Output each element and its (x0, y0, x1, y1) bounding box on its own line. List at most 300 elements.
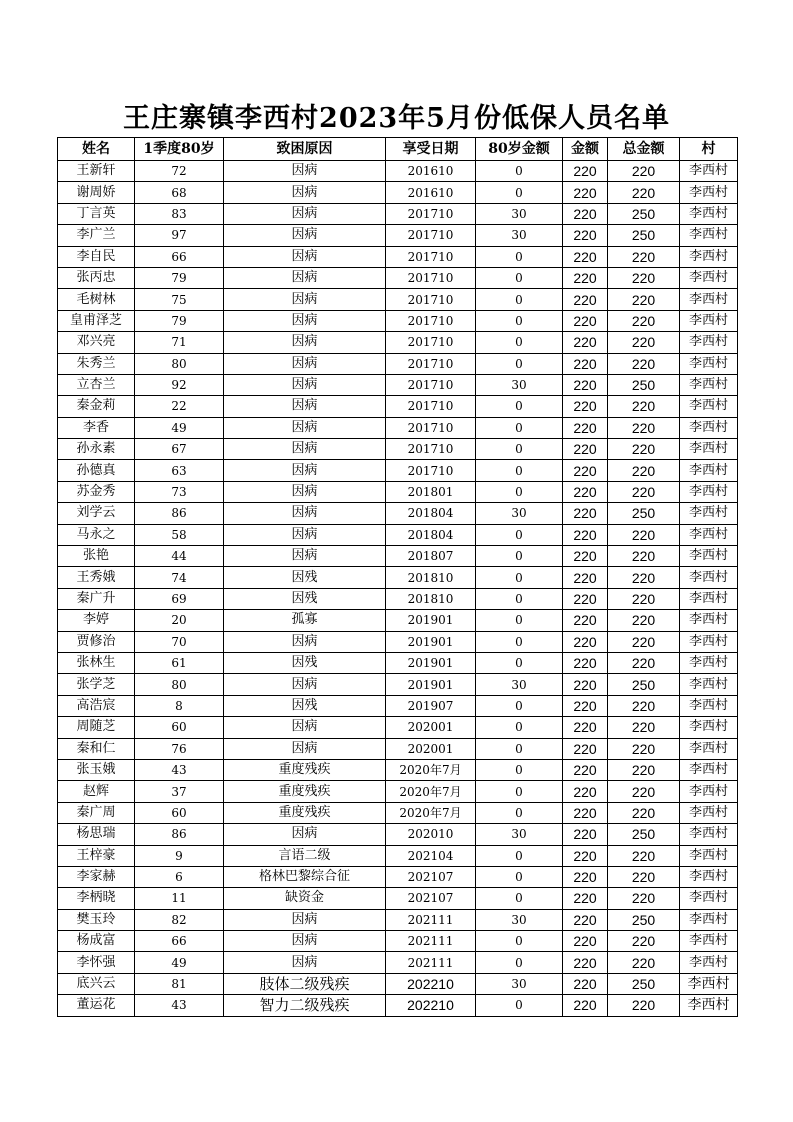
cell-extra-amount: 0 (476, 289, 563, 310)
cell-amount: 220 (563, 567, 608, 588)
cell-date: 202104 (386, 845, 476, 866)
cell-age: 37 (135, 781, 224, 802)
cell-date: 201710 (386, 353, 476, 374)
cell-extra-amount: 30 (476, 225, 563, 246)
cell-date: 2020年7月 (386, 781, 476, 802)
cell-name: 李婷 (58, 610, 135, 631)
cell-total: 220 (608, 332, 680, 353)
cell-reason: 重度残疾 (224, 781, 386, 802)
cell-name: 朱秀兰 (58, 353, 135, 374)
cell-extra-amount: 0 (476, 738, 563, 759)
cell-total: 220 (608, 460, 680, 481)
cell-amount: 220 (563, 781, 608, 802)
cell-extra-amount: 30 (476, 203, 563, 224)
cell-age: 68 (135, 182, 224, 203)
table-row (58, 866, 738, 887)
cell-extra-amount: 0 (476, 588, 563, 609)
cell-date: 201710 (386, 374, 476, 395)
table-row (58, 781, 738, 802)
table-row (58, 460, 738, 481)
cell-total: 220 (608, 588, 680, 609)
cell-age: 49 (135, 952, 224, 973)
cell-village: 李西村 (680, 824, 738, 845)
cell-date: 202210 (386, 995, 476, 1016)
cell-amount: 220 (563, 802, 608, 823)
cell-extra-amount: 30 (476, 503, 563, 524)
cell-extra-amount: 0 (476, 995, 563, 1016)
cell-date: 201710 (386, 289, 476, 310)
header-date: 享受日期 (386, 138, 476, 161)
cell-total: 250 (608, 503, 680, 524)
cell-village: 李西村 (680, 332, 738, 353)
cell-reason: 智力二级残疾 (224, 995, 386, 1016)
cell-reason: 因病 (224, 481, 386, 502)
cell-village: 李西村 (680, 481, 738, 502)
cell-village: 李西村 (680, 310, 738, 331)
cell-reason: 因病 (224, 738, 386, 759)
table-row (58, 888, 738, 909)
cell-total: 220 (608, 866, 680, 887)
cell-age: 69 (135, 588, 224, 609)
cell-extra-amount: 0 (476, 631, 563, 652)
cell-age: 72 (135, 161, 224, 182)
cell-reason: 重度残疾 (224, 802, 386, 823)
cell-total: 220 (608, 267, 680, 288)
cell-total: 220 (608, 952, 680, 973)
cell-date: 202107 (386, 888, 476, 909)
cell-name: 孙德真 (58, 460, 135, 481)
table-row (58, 182, 738, 203)
cell-total: 220 (608, 417, 680, 438)
cell-amount: 220 (563, 717, 608, 738)
cell-date: 201710 (386, 439, 476, 460)
cell-amount: 220 (563, 546, 608, 567)
table-row (58, 246, 738, 267)
cell-village: 李西村 (680, 460, 738, 481)
cell-extra-amount: 0 (476, 717, 563, 738)
cell-age: 97 (135, 225, 224, 246)
cell-extra-amount: 0 (476, 353, 563, 374)
cell-age: 92 (135, 374, 224, 395)
cell-age: 44 (135, 546, 224, 567)
cell-age: 49 (135, 417, 224, 438)
cell-reason: 重度残疾 (224, 759, 386, 780)
cell-total: 220 (608, 546, 680, 567)
cell-village: 李西村 (680, 845, 738, 866)
cell-amount: 220 (563, 182, 608, 203)
cell-name: 马永之 (58, 524, 135, 545)
cell-reason: 因病 (224, 161, 386, 182)
cell-name: 杨思瑞 (58, 824, 135, 845)
cell-extra-amount: 0 (476, 888, 563, 909)
cell-reason: 因病 (224, 310, 386, 331)
cell-total: 220 (608, 246, 680, 267)
cell-total: 220 (608, 631, 680, 652)
cell-village: 李西村 (680, 203, 738, 224)
cell-village: 李西村 (680, 374, 738, 395)
cell-reason: 因病 (224, 225, 386, 246)
cell-amount: 220 (563, 460, 608, 481)
cell-name: 王秀娥 (58, 567, 135, 588)
cell-name: 李广兰 (58, 225, 135, 246)
table-row (58, 332, 738, 353)
cell-name: 底兴云 (58, 973, 135, 994)
cell-date: 201804 (386, 503, 476, 524)
cell-total: 250 (608, 225, 680, 246)
cell-total: 220 (608, 439, 680, 460)
cell-extra-amount: 0 (476, 246, 563, 267)
cell-reason: 因病 (224, 909, 386, 930)
cell-date: 201710 (386, 460, 476, 481)
cell-age: 61 (135, 652, 224, 673)
cell-village: 李西村 (680, 695, 738, 716)
table-row (58, 909, 738, 930)
cell-age: 80 (135, 353, 224, 374)
cell-total: 250 (608, 374, 680, 395)
cell-village: 李西村 (680, 866, 738, 887)
cell-name: 张学芝 (58, 674, 135, 695)
cell-extra-amount: 0 (476, 952, 563, 973)
cell-reason: 因病 (224, 417, 386, 438)
cell-reason: 因病 (224, 182, 386, 203)
table-row (58, 374, 738, 395)
cell-total: 220 (608, 161, 680, 182)
cell-date: 201610 (386, 182, 476, 203)
table-row (58, 631, 738, 652)
cell-amount: 220 (563, 931, 608, 952)
cell-village: 李西村 (680, 631, 738, 652)
cell-name: 秦广升 (58, 588, 135, 609)
cell-reason: 因残 (224, 567, 386, 588)
cell-amount: 220 (563, 353, 608, 374)
cell-village: 李西村 (680, 759, 738, 780)
table-row (58, 995, 738, 1016)
cell-extra-amount: 0 (476, 567, 563, 588)
cell-age: 74 (135, 567, 224, 588)
header-total: 总金额 (608, 138, 680, 161)
cell-amount: 220 (563, 695, 608, 716)
cell-reason: 因病 (224, 353, 386, 374)
cell-name: 张林生 (58, 652, 135, 673)
table-row (58, 738, 738, 759)
cell-name: 刘学云 (58, 503, 135, 524)
cell-name: 李怀强 (58, 952, 135, 973)
cell-amount: 220 (563, 824, 608, 845)
cell-date: 202001 (386, 738, 476, 759)
cell-extra-amount: 0 (476, 161, 563, 182)
cell-village: 李西村 (680, 182, 738, 203)
cell-total: 220 (608, 717, 680, 738)
header-age: 1季度80岁 (135, 138, 224, 161)
cell-name: 王梓豪 (58, 845, 135, 866)
cell-total: 220 (608, 995, 680, 1016)
cell-reason: 因病 (224, 203, 386, 224)
cell-village: 李西村 (680, 588, 738, 609)
cell-amount: 220 (563, 332, 608, 353)
cell-amount: 220 (563, 417, 608, 438)
table-row (58, 396, 738, 417)
cell-extra-amount: 0 (476, 481, 563, 502)
cell-extra-amount: 0 (476, 460, 563, 481)
cell-reason: 孤寡 (224, 610, 386, 631)
cell-reason: 因病 (224, 952, 386, 973)
cell-age: 86 (135, 824, 224, 845)
cell-name: 张艳 (58, 546, 135, 567)
cell-name: 秦金莉 (58, 396, 135, 417)
cell-date: 201807 (386, 546, 476, 567)
cell-total: 250 (608, 203, 680, 224)
cell-village: 李西村 (680, 417, 738, 438)
header-village: 村 (680, 138, 738, 161)
cell-amount: 220 (563, 588, 608, 609)
cell-date: 201710 (386, 225, 476, 246)
cell-name: 皇甫泽芝 (58, 310, 135, 331)
cell-age: 8 (135, 695, 224, 716)
cell-name: 高浩宸 (58, 695, 135, 716)
cell-total: 220 (608, 481, 680, 502)
cell-name: 董运花 (58, 995, 135, 1016)
cell-date: 202111 (386, 952, 476, 973)
cell-name: 毛树林 (58, 289, 135, 310)
header-reason: 致困原因 (224, 138, 386, 161)
cell-name: 李柄晓 (58, 888, 135, 909)
cell-amount: 220 (563, 674, 608, 695)
cell-age: 67 (135, 439, 224, 460)
cell-name: 李家赫 (58, 866, 135, 887)
table-row (58, 717, 738, 738)
cell-date: 201610 (386, 161, 476, 182)
cell-age: 79 (135, 310, 224, 331)
cell-name: 立杏兰 (58, 374, 135, 395)
cell-reason: 言语二级 (224, 845, 386, 866)
cell-name: 孙永素 (58, 439, 135, 460)
cell-date: 201710 (386, 310, 476, 331)
header-amount: 金额 (563, 138, 608, 161)
cell-extra-amount: 0 (476, 781, 563, 802)
cell-reason: 因病 (224, 631, 386, 652)
table-row (58, 845, 738, 866)
cell-age: 82 (135, 909, 224, 930)
table-row (58, 759, 738, 780)
cell-date: 202111 (386, 909, 476, 930)
cell-name: 贾修治 (58, 631, 135, 652)
cell-total: 250 (608, 674, 680, 695)
cell-age: 43 (135, 995, 224, 1016)
cell-village: 李西村 (680, 909, 738, 930)
cell-reason: 因病 (224, 524, 386, 545)
cell-village: 李西村 (680, 717, 738, 738)
cell-amount: 220 (563, 310, 608, 331)
cell-date: 201901 (386, 674, 476, 695)
cell-reason: 因残 (224, 652, 386, 673)
page-title: 王庄寨镇李西村2023年5月份低保人员名单 (123, 103, 670, 134)
cell-age: 73 (135, 481, 224, 502)
cell-age: 79 (135, 267, 224, 288)
cell-total: 220 (608, 289, 680, 310)
cell-amount: 220 (563, 246, 608, 267)
header-name: 姓名 (58, 138, 135, 161)
cell-name: 秦广周 (58, 802, 135, 823)
cell-amount: 220 (563, 481, 608, 502)
subsidy-table (57, 137, 738, 1017)
cell-date: 2020年7月 (386, 802, 476, 823)
cell-amount: 220 (563, 952, 608, 973)
cell-name: 赵辉 (58, 781, 135, 802)
cell-reason: 因病 (224, 374, 386, 395)
cell-name: 丁言英 (58, 203, 135, 224)
cell-village: 李西村 (680, 995, 738, 1016)
cell-reason: 因残 (224, 588, 386, 609)
cell-reason: 因病 (224, 546, 386, 567)
cell-amount: 220 (563, 503, 608, 524)
cell-date: 201810 (386, 567, 476, 588)
cell-amount: 220 (563, 973, 608, 994)
table-row (58, 439, 738, 460)
cell-extra-amount: 0 (476, 652, 563, 673)
table-row (58, 503, 738, 524)
cell-village: 李西村 (680, 161, 738, 182)
cell-reason: 因病 (224, 717, 386, 738)
cell-extra-amount: 0 (476, 439, 563, 460)
cell-date: 201801 (386, 481, 476, 502)
cell-amount: 220 (563, 203, 608, 224)
cell-village: 李西村 (680, 738, 738, 759)
cell-extra-amount: 0 (476, 417, 563, 438)
table-row (58, 588, 738, 609)
cell-extra-amount: 0 (476, 610, 563, 631)
cell-extra-amount: 0 (476, 845, 563, 866)
table-row (58, 610, 738, 631)
cell-age: 81 (135, 973, 224, 994)
table-row (58, 225, 738, 246)
cell-total: 220 (608, 567, 680, 588)
cell-reason: 因病 (224, 396, 386, 417)
cell-amount: 220 (563, 631, 608, 652)
cell-village: 李西村 (680, 781, 738, 802)
cell-date: 202010 (386, 824, 476, 845)
cell-date: 201810 (386, 588, 476, 609)
cell-amount: 220 (563, 161, 608, 182)
cell-total: 250 (608, 909, 680, 930)
cell-extra-amount: 0 (476, 332, 563, 353)
table-row (58, 695, 738, 716)
cell-total: 220 (608, 524, 680, 545)
cell-date: 201710 (386, 396, 476, 417)
cell-amount: 220 (563, 995, 608, 1016)
cell-date: 201710 (386, 203, 476, 224)
cell-date: 202111 (386, 931, 476, 952)
cell-age: 20 (135, 610, 224, 631)
cell-age: 80 (135, 674, 224, 695)
table-row (58, 546, 738, 567)
cell-extra-amount: 0 (476, 310, 563, 331)
table-row (58, 931, 738, 952)
cell-extra-amount: 30 (476, 973, 563, 994)
table-row (58, 161, 738, 182)
cell-village: 李西村 (680, 610, 738, 631)
cell-reason: 因病 (224, 824, 386, 845)
table-row (58, 524, 738, 545)
cell-amount: 220 (563, 652, 608, 673)
cell-name: 张丙忠 (58, 267, 135, 288)
cell-extra-amount: 30 (476, 909, 563, 930)
table-row (58, 567, 738, 588)
cell-date: 201710 (386, 332, 476, 353)
cell-age: 70 (135, 631, 224, 652)
cell-age: 9 (135, 845, 224, 866)
cell-village: 李西村 (680, 289, 738, 310)
cell-reason: 因病 (224, 931, 386, 952)
cell-date: 2020年7月 (386, 759, 476, 780)
cell-date: 202210 (386, 973, 476, 994)
cell-total: 220 (608, 652, 680, 673)
cell-amount: 220 (563, 909, 608, 930)
cell-age: 58 (135, 524, 224, 545)
header-extra: 80岁金额 (476, 138, 563, 161)
table-row (58, 952, 738, 973)
cell-total: 220 (608, 396, 680, 417)
cell-total: 220 (608, 738, 680, 759)
cell-reason: 因病 (224, 439, 386, 460)
cell-date: 201710 (386, 417, 476, 438)
cell-name: 樊玉玲 (58, 909, 135, 930)
cell-total: 220 (608, 845, 680, 866)
cell-total: 220 (608, 931, 680, 952)
cell-age: 63 (135, 460, 224, 481)
table-row (58, 674, 738, 695)
table-header-row (58, 138, 738, 161)
cell-total: 220 (608, 759, 680, 780)
cell-extra-amount: 0 (476, 267, 563, 288)
cell-village: 李西村 (680, 546, 738, 567)
cell-extra-amount: 0 (476, 802, 563, 823)
cell-age: 71 (135, 332, 224, 353)
cell-total: 220 (608, 888, 680, 909)
cell-total: 220 (608, 802, 680, 823)
cell-reason: 缺资金 (224, 888, 386, 909)
cell-name: 王新轩 (58, 161, 135, 182)
table-row (58, 310, 738, 331)
cell-extra-amount: 0 (476, 866, 563, 887)
cell-village: 李西村 (680, 524, 738, 545)
cell-date: 202107 (386, 866, 476, 887)
table-row (58, 417, 738, 438)
cell-extra-amount: 30 (476, 674, 563, 695)
cell-extra-amount: 0 (476, 931, 563, 952)
cell-age: 83 (135, 203, 224, 224)
cell-village: 李西村 (680, 267, 738, 288)
cell-amount: 220 (563, 759, 608, 780)
cell-date: 201901 (386, 610, 476, 631)
table-row (58, 802, 738, 823)
cell-name: 苏金秀 (58, 481, 135, 502)
cell-age: 6 (135, 866, 224, 887)
cell-age: 76 (135, 738, 224, 759)
table-row (58, 652, 738, 673)
cell-total: 220 (608, 182, 680, 203)
cell-village: 李西村 (680, 973, 738, 994)
cell-age: 86 (135, 503, 224, 524)
cell-village: 李西村 (680, 246, 738, 267)
cell-age: 75 (135, 289, 224, 310)
cell-village: 李西村 (680, 353, 738, 374)
cell-amount: 220 (563, 374, 608, 395)
cell-reason: 因病 (224, 246, 386, 267)
cell-total: 220 (608, 781, 680, 802)
cell-name: 李自民 (58, 246, 135, 267)
cell-reason: 因病 (224, 267, 386, 288)
cell-name: 张玉娥 (58, 759, 135, 780)
